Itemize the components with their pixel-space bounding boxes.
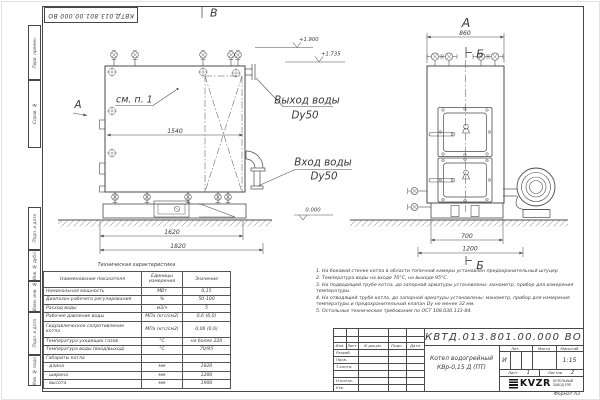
ground-hatch — [350, 221, 568, 227]
tb-product-line2: КВр-0,15 Д (ПТ) — [436, 364, 487, 371]
table-row: Габариты котла — [44, 354, 231, 363]
blower-support — [523, 210, 550, 218]
logo-sub2: ЗАВОД РЭП — [552, 382, 572, 387]
side-view-label: А — [461, 15, 471, 30]
side-annotations — [418, 33, 523, 265]
leader-dot — [176, 88, 178, 90]
tb-scale-header: Масштаб — [560, 345, 579, 351]
note-item: 5. Остальные технические требования по ОСТ 108.030.133-84. — [316, 309, 472, 315]
elevation-ground: 0.000 — [305, 207, 321, 214]
view-direction-label: А — [74, 99, 82, 111]
tb-row-utv: Утв. — [336, 385, 344, 390]
skid-base-side — [431, 203, 503, 218]
tb-doc-number: КВТД.013.801.00.000 ВО — [424, 331, 583, 343]
front-view-label: В — [210, 6, 218, 20]
section-label-bottom: Б — [476, 259, 484, 272]
tb-col-podp: Подп. — [391, 343, 403, 348]
sidebar-field: Инв. № дубл. — [28, 250, 41, 281]
table-row: Температура воды (вход/выход) °С 70/95 — [44, 346, 231, 355]
table-header-row: Наименование показателя Единицы измерения Значение — [44, 272, 231, 288]
brace — [199, 204, 235, 218]
dim-860: 860 — [459, 29, 471, 37]
logo-bars-icon — [509, 379, 518, 389]
logo-text: KVZR — [519, 378, 551, 389]
elevation-top: +1.900 — [299, 36, 319, 43]
table-row: - высота мм 1900 — [44, 380, 231, 389]
door-latch — [464, 124, 469, 129]
dim-1620: 1620 — [164, 228, 180, 236]
elevation-mid: +1.735 — [321, 51, 341, 58]
table-row: - длина мм 1820 — [44, 363, 231, 372]
note-item: 1. На боковой стенке котла в области топочной камеры установлен предохранительный штуцер — [316, 269, 558, 274]
rotated-doc-number: КВТД.013.801.00.000 ВО — [48, 11, 134, 19]
tb-scale-value: 1:15 — [562, 356, 577, 364]
table-row: Расход воды м3/ч 5 — [44, 304, 231, 313]
tb-row-nkontr: Н.контр. — [336, 378, 353, 383]
flue-duct-hidden — [205, 76, 242, 192]
tb-col-izm: Изм. — [335, 343, 345, 348]
tb-sheets-value: 2 — [570, 369, 575, 376]
see-note-label: см. п. 1 — [116, 94, 153, 106]
logo-sub1: КОТЕЛЬНЫЙ — [552, 378, 574, 383]
tb-row-empty — [334, 370, 360, 377]
section-label-top: Б — [476, 47, 484, 61]
tb-sheets-cell — [539, 369, 583, 376]
base-post — [471, 206, 479, 217]
pipe-stub — [100, 186, 106, 192]
tb-col-list: Лист — [347, 343, 357, 348]
table-row: Номинальная мощность МВт 0,15 — [44, 287, 231, 296]
dim-1200: 1200 — [462, 245, 478, 253]
sidebar-field: Перв. примен. — [28, 25, 41, 80]
tb-mass-header: Масса — [537, 345, 551, 351]
company-logo — [499, 376, 583, 391]
tb-sheet-cell — [499, 369, 539, 376]
burner-box — [154, 201, 189, 217]
tb-product-line1: Котел водогрейный — [430, 355, 493, 362]
title-block — [333, 328, 584, 392]
tech-table-grid — [43, 271, 231, 389]
tb-col-docnum: N докум. — [364, 343, 382, 348]
sidebar-field: Справ. № — [28, 80, 41, 148]
tb-lit-header: Лит. — [511, 345, 520, 351]
pipe-stub — [100, 120, 106, 129]
inlet-label: Вход воды — [294, 156, 352, 169]
table-row: Рабочее давление воды МПа (кгс/см2) 0,6 (6,0) — [44, 313, 231, 322]
table-row: - ширина мм 1200 — [44, 371, 231, 380]
dim-1820: 1820 — [170, 242, 186, 250]
tb-sheets-label: Листов — [547, 370, 563, 375]
skid-base-front — [103, 204, 246, 218]
door-latch — [464, 170, 469, 175]
view-a-arrow — [73, 113, 87, 116]
tb-row-prov: Пров. — [336, 357, 348, 362]
sidebar-field: Подп. и дата — [28, 207, 41, 250]
tb-sheet-value: 1 — [526, 369, 530, 376]
lower-door — [429, 158, 492, 202]
sidebar-field: Взам. инв. № — [28, 281, 41, 312]
table-row: Гидравлическое сопротивление котла МПа (кгс/см2) 0,06 (0,6) — [44, 321, 231, 337]
tech-table — [43, 271, 231, 389]
upper-door — [429, 108, 492, 157]
note-item: 2. Температура воды на входе 70°С, на выходе 95°С. — [316, 276, 449, 282]
blower-fan — [503, 168, 555, 218]
tb-product-name — [424, 345, 499, 391]
sidebar-field: Подп. и дата — [28, 312, 41, 355]
tb-col-data: Дата — [410, 343, 420, 348]
pipe-stub — [100, 163, 106, 174]
dim-1540: 1540 — [167, 128, 183, 135]
outlet-size: Dy50 — [291, 109, 319, 122]
inlet-elbow — [246, 151, 265, 189]
tb-sheet-label: Лист — [508, 370, 518, 375]
base-post — [451, 206, 459, 217]
tech-table-title: Техническая характеристика — [97, 262, 176, 268]
burner-box-inner — [158, 204, 185, 214]
tb-row-razrab: Разраб. — [336, 350, 351, 355]
side-view — [427, 60, 555, 218]
technical-notes — [316, 269, 586, 316]
note-item: 3. На подводящей трубе котла, до запорной арматуры установлены: манометр, прибор для измерения температуры. — [316, 283, 574, 295]
note-item: 4. На отводящей трубе котла, до запорной арматуры установлены: манометр, прибор для измерения температуры и предохранительный клапан Dу не менее 32 мм. — [316, 296, 570, 308]
outlet-flange — [245, 64, 255, 80]
ground-hatch — [58, 221, 272, 227]
inlet-size: Dy50 — [310, 170, 338, 183]
sidebar-field: Инв. № подл. — [28, 355, 41, 386]
elevation-marks — [255, 43, 345, 221]
table-row: Температура уходящих газов °С не более 220 — [44, 337, 231, 346]
outlet-label: Выход воды — [274, 94, 340, 107]
tb-lit-value: И — [502, 356, 507, 364]
dim-700: 700 — [461, 232, 473, 240]
format-label: Формат А3 — [553, 391, 580, 397]
table-row: Диапазон рабочего регулирования % 50-100 — [44, 296, 231, 305]
tb-row-tkontr: Т.контр. — [336, 364, 353, 369]
